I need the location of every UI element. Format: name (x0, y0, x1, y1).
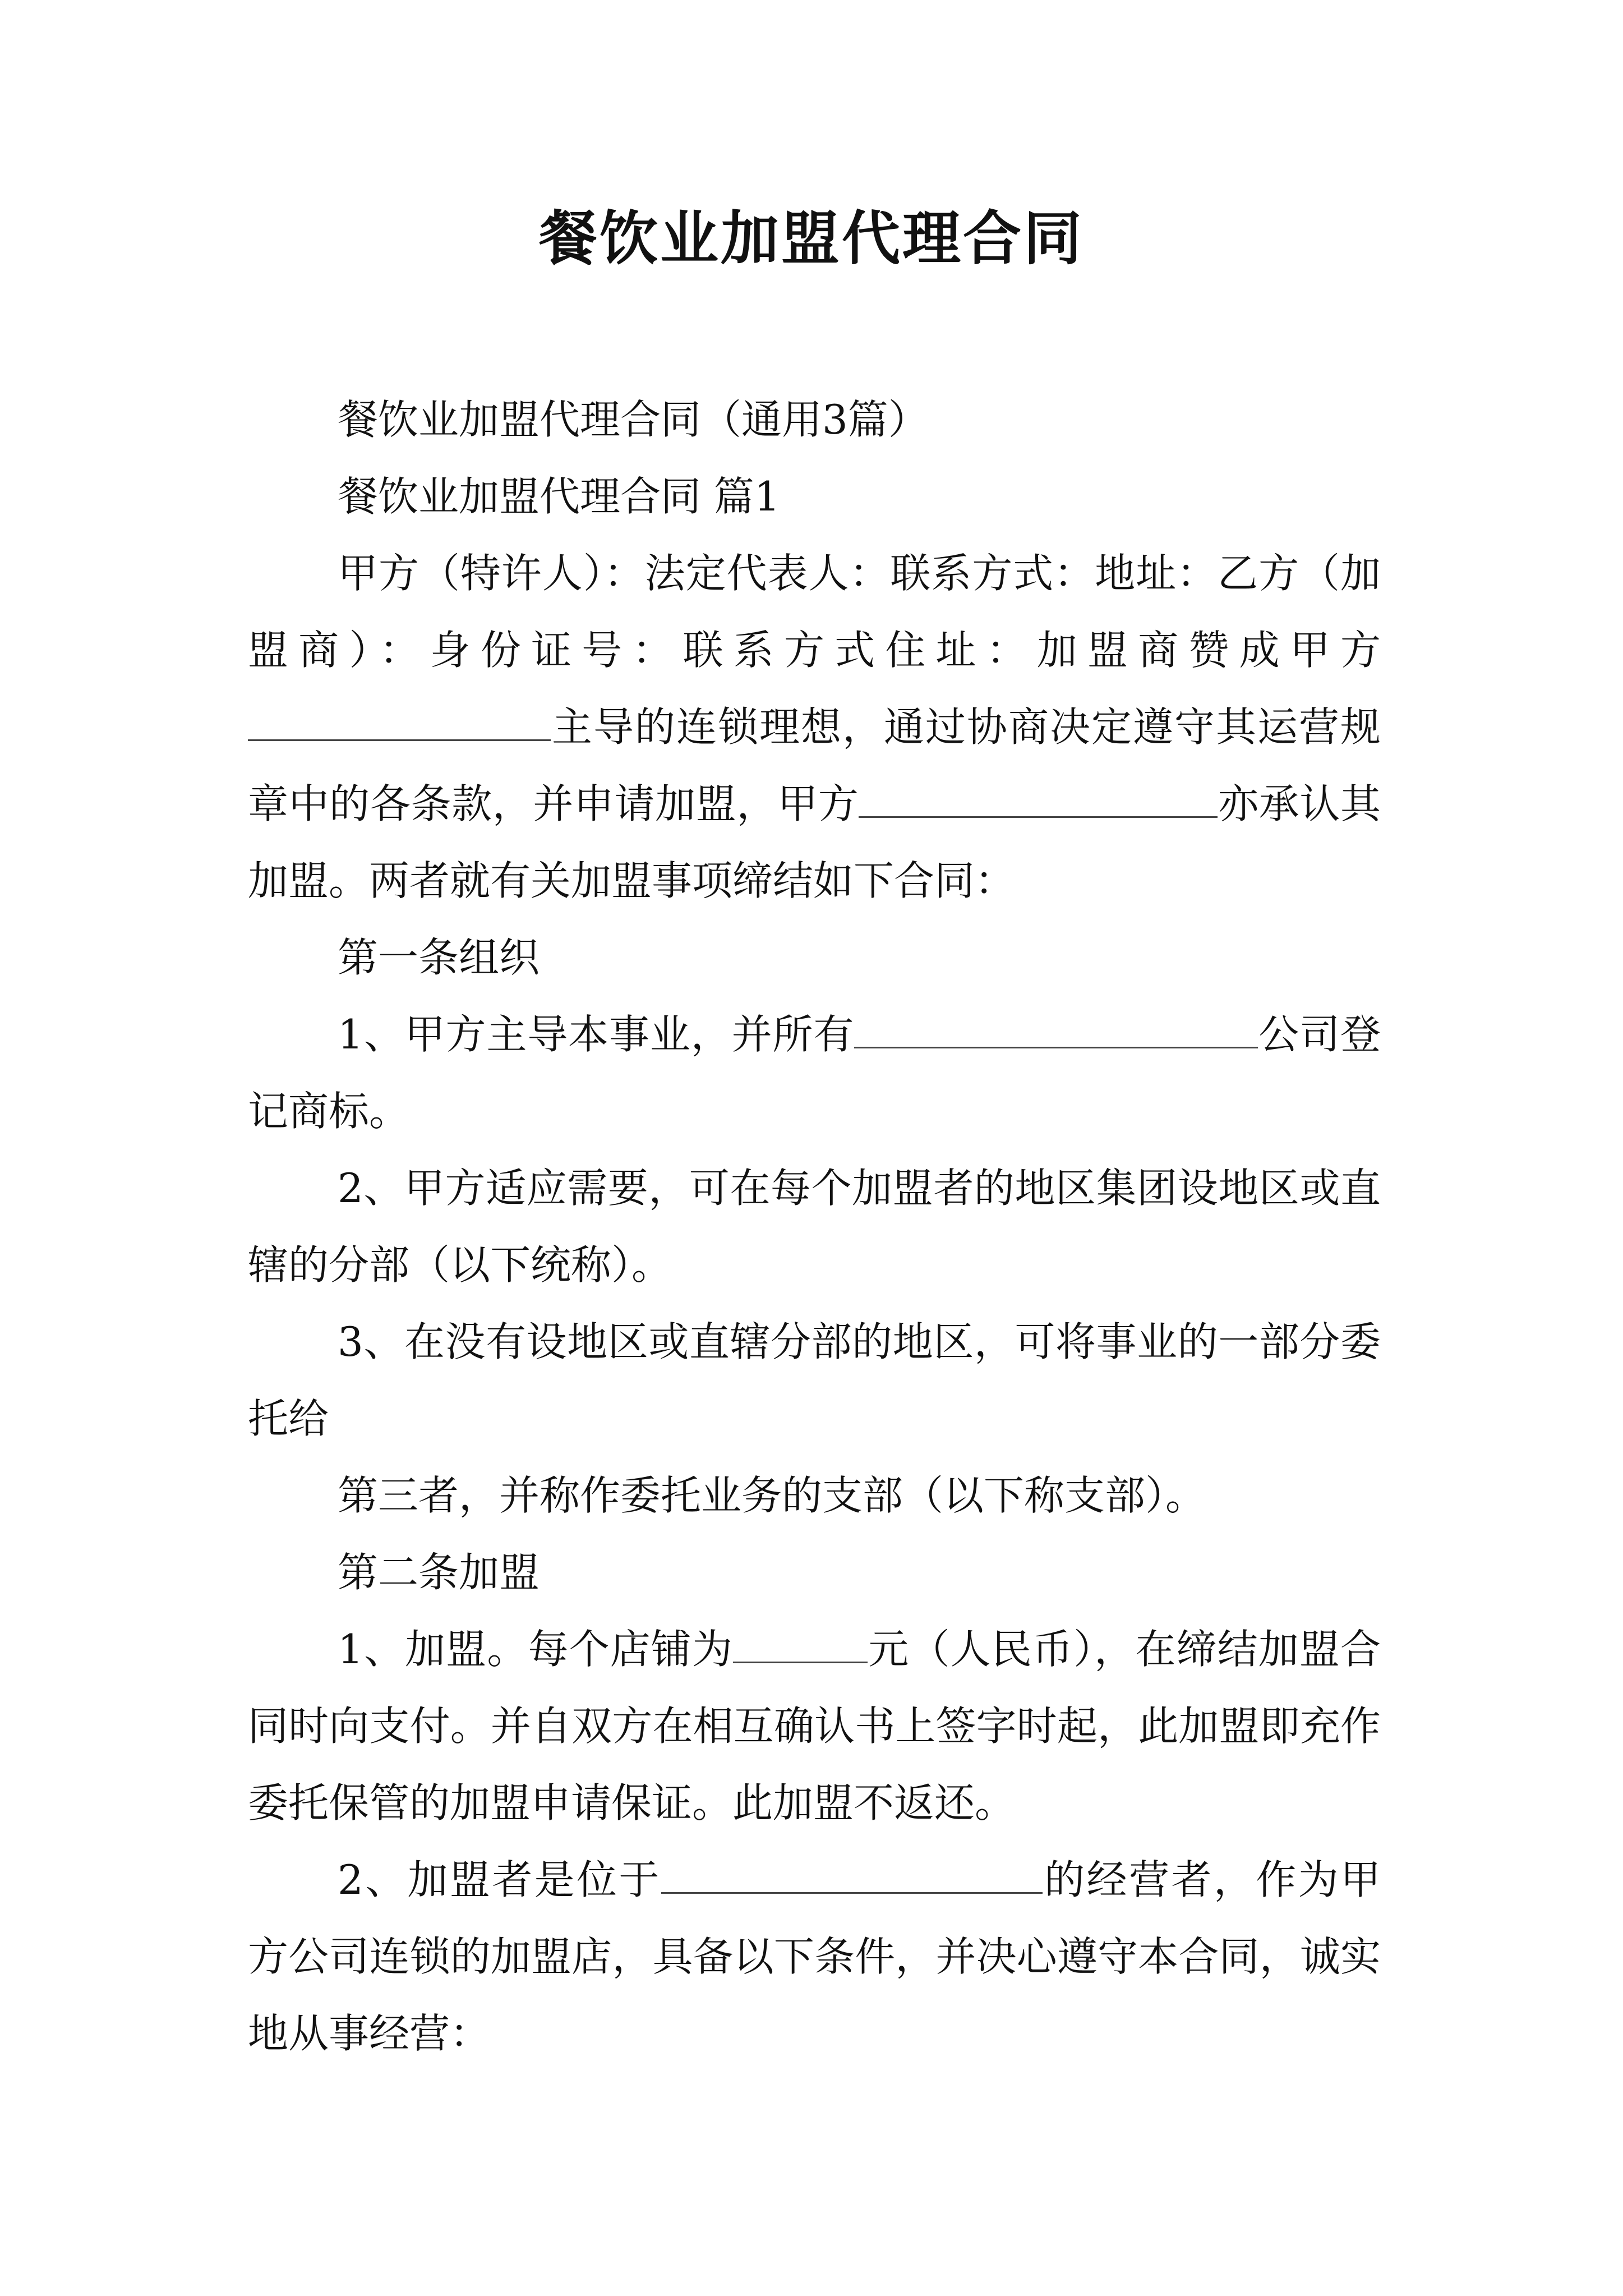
document-body (248, 381, 1381, 2072)
paragraph-heading-part1: 餐饮业加盟代理合同 篇1 (338, 473, 780, 520)
paragraph-heading-general: 餐饮业加盟代理合同（通用3篇） (338, 396, 929, 443)
blank-line (248, 696, 551, 741)
clause-text-2: 的经营者，作为甲方公司连锁的加盟店，具备以下条件，并决心遵守本合同，诚实地从事经营： (248, 1856, 1381, 2057)
blank-line (854, 1003, 1258, 1048)
article-1-clause-3-cont: 第三者，并称作委托业务的支部（以下称支部）。 (338, 1472, 1206, 1519)
blank-line (859, 772, 1218, 818)
clause-text-1: 1、加盟。每个店铺为 (338, 1626, 734, 1673)
article-2-clause-2 (248, 1842, 1381, 2072)
clause-text-2: 元（人民币），在缔结加盟合同时向支付。并自双方在相互确认书上签字时起，此加盟即充作委托保管的加盟申请保证。此加盟不返还。 (248, 1626, 1381, 1826)
parties-text-1: 甲方（特许人）：法定代表人：联系方式：地址：乙方（加盟商）：身份证号：联系方式住址：加盟商赞成甲方 (248, 550, 1381, 674)
parties-text-3: 亦承认其加盟。两者就有关加盟事项缔结如下合同： (248, 780, 1381, 904)
blank-line (661, 1848, 1043, 1894)
article-1-heading: 第一条组织 (338, 934, 540, 981)
blank-line (733, 1618, 868, 1663)
article-2-heading: 第二条加盟 (338, 1549, 540, 1596)
article-2-clause-1 (248, 1611, 1381, 1842)
article-1-clause-2: 2、甲方适应需要，可在每个加盟者的地区集团设地区或直辖的分部（以下统称）。 (248, 1165, 1381, 1289)
clause-text-1: 2、加盟者是位于 (338, 1856, 661, 1903)
article-1-clause-3: 3、在没有设地区或直辖分部的地区，可将事业的一部分委托给 (248, 1318, 1381, 1442)
article-1-clause-1 (248, 996, 1381, 1150)
clause-text-2: 公司登记商标。 (248, 1011, 1381, 1135)
clause-text-1: 1、甲方主导本事业，并所有 (338, 1011, 855, 1058)
document-title: 餐饮业加盟代理合同 (538, 204, 1084, 273)
paragraph-parties (248, 535, 1381, 919)
parties-text-2: 主导的连锁理想，通过协商决定遵守其运营规章中的各条款，并申请加盟，甲方 (248, 703, 1381, 827)
